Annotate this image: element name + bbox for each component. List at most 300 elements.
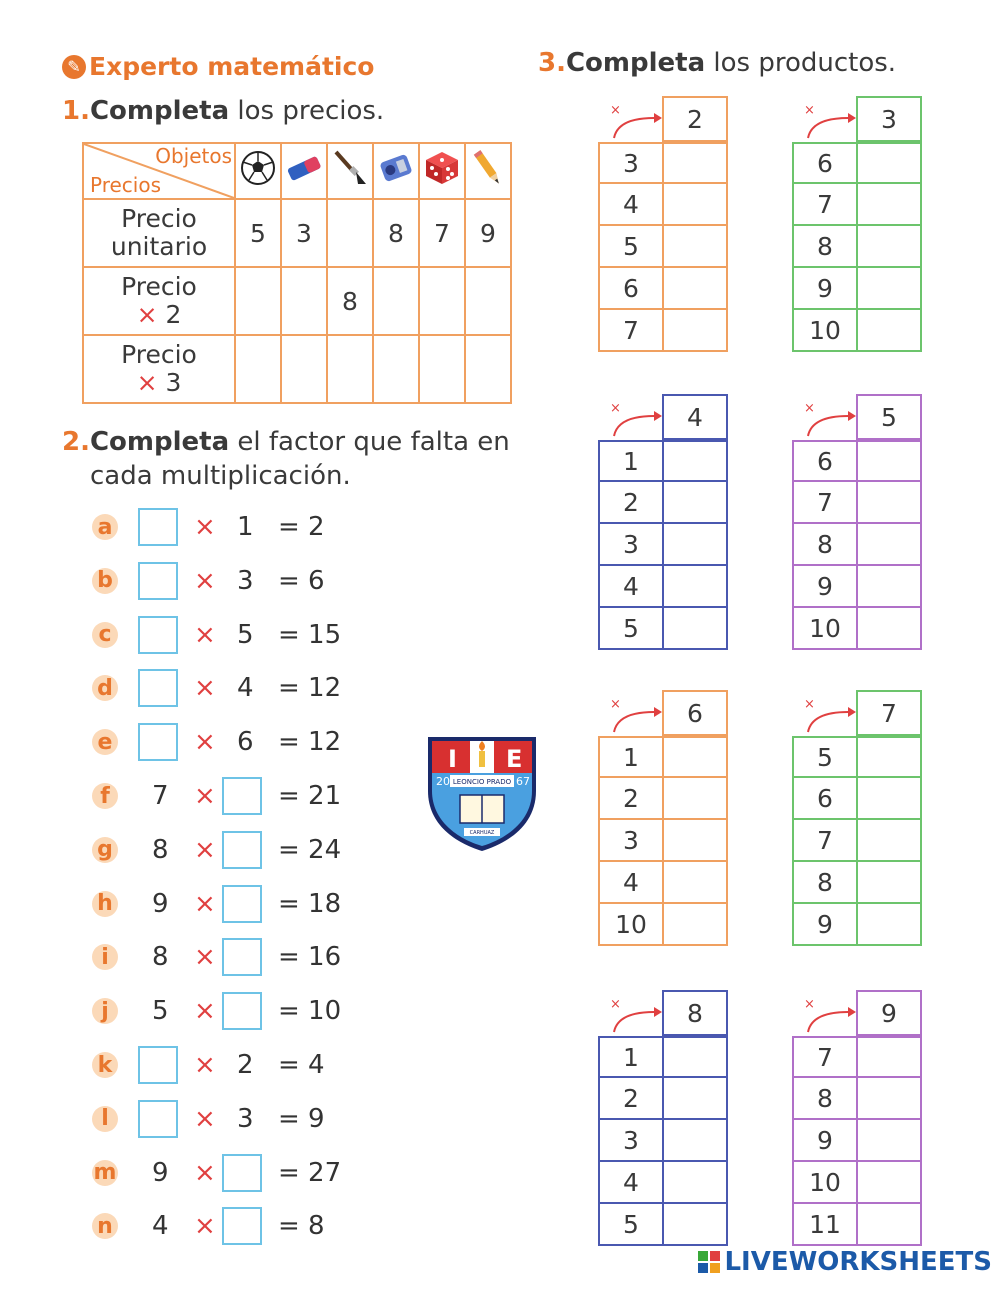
row-factor: 4 xyxy=(598,1162,662,1204)
times-sign: × xyxy=(194,727,216,758)
product-input[interactable] xyxy=(662,1120,728,1162)
answer-box[interactable] xyxy=(138,1100,178,1138)
times-sign: × xyxy=(194,1103,216,1134)
logo-year-left: 20 xyxy=(436,775,450,788)
table-row xyxy=(792,310,922,352)
price-input[interactable] xyxy=(327,199,373,267)
times-cell xyxy=(194,1045,216,1085)
product-table xyxy=(792,990,922,1246)
left-operand-cell xyxy=(152,991,169,1031)
product-input[interactable] xyxy=(662,1162,728,1204)
right-operand-cell xyxy=(237,507,254,547)
times-cell xyxy=(194,722,216,762)
arrow-times-label: × xyxy=(804,998,815,1012)
logo-letter-left: I xyxy=(448,745,457,773)
row-factor: 4 xyxy=(598,566,662,608)
price-input[interactable] xyxy=(281,267,327,335)
left-operand: 9 xyxy=(152,1157,169,1188)
pencil-icon xyxy=(465,143,511,199)
table-factor: 9 xyxy=(856,990,922,1036)
row-factor: 3 xyxy=(598,1120,662,1162)
arrow-times-label: × xyxy=(610,402,621,416)
letter-cell xyxy=(92,937,118,977)
result-cell xyxy=(278,830,341,870)
product-input[interactable] xyxy=(856,1036,922,1078)
table-factor: 5 xyxy=(856,394,922,440)
product-input[interactable] xyxy=(856,904,922,946)
row-factor: 2 xyxy=(598,1078,662,1120)
section1-rest: los precios. xyxy=(229,96,385,126)
equation-letter: b xyxy=(92,568,118,594)
times-sign: × xyxy=(194,619,216,650)
multiply-arrow-icon xyxy=(608,402,662,438)
price-cell: 3 xyxy=(281,199,327,267)
times-cell xyxy=(194,668,216,708)
product-input[interactable] xyxy=(856,1162,922,1204)
result-cell xyxy=(278,1045,325,1085)
product-input[interactable] xyxy=(856,736,922,778)
answer-box[interactable] xyxy=(138,616,178,654)
paintbrush-icon xyxy=(327,143,373,199)
row-label-times: × xyxy=(136,300,158,329)
multiply-arrow-icon xyxy=(802,998,856,1034)
equation-letter: c xyxy=(92,622,118,648)
letter-cell xyxy=(92,991,118,1031)
result-cell xyxy=(278,884,341,924)
right-operand-box[interactable] xyxy=(222,884,262,924)
dice-icon xyxy=(419,143,465,199)
section3-title xyxy=(538,48,896,78)
table-rows xyxy=(792,736,922,946)
table-row xyxy=(598,268,728,310)
row-label-x2 xyxy=(83,267,235,335)
watermark-text: LIVEWORKSHEETS xyxy=(724,1247,992,1277)
row-factor: 1 xyxy=(598,1036,662,1078)
row-factor: 8 xyxy=(792,226,856,268)
multiply-arrow-icon xyxy=(608,998,662,1034)
product-input[interactable] xyxy=(662,482,728,524)
row-factor: 1 xyxy=(598,736,662,778)
result: = 12 xyxy=(278,727,342,758)
school-logo xyxy=(424,733,540,857)
equation-letter: d xyxy=(92,675,118,701)
product-input[interactable] xyxy=(662,820,728,862)
table-factor: 6 xyxy=(662,690,728,736)
arrow-times-label: × xyxy=(804,698,815,712)
row-factor: 9 xyxy=(792,904,856,946)
table-row xyxy=(598,184,728,226)
letter-cell xyxy=(92,830,118,870)
row-factor: 1 xyxy=(598,440,662,482)
right-operand-box[interactable] xyxy=(222,830,262,870)
product-input[interactable] xyxy=(856,566,922,608)
result-cell xyxy=(278,561,325,601)
section2-title xyxy=(62,425,510,493)
result: = 18 xyxy=(278,888,342,919)
left-operand: 5 xyxy=(152,996,169,1027)
table-factor: 8 xyxy=(662,990,728,1036)
product-input[interactable] xyxy=(856,440,922,482)
product-input[interactable] xyxy=(662,184,728,226)
right-operand: 3 xyxy=(237,565,254,596)
result: = 21 xyxy=(278,781,342,811)
table-row xyxy=(598,1036,728,1078)
section3-number: 3. xyxy=(538,48,566,78)
left-operand-cell xyxy=(152,1206,169,1246)
multiply-arrow-icon xyxy=(608,698,662,734)
times-cell xyxy=(194,507,216,547)
table-row xyxy=(792,820,922,862)
table-row xyxy=(792,184,922,226)
product-input[interactable] xyxy=(662,310,728,352)
product-table xyxy=(598,394,728,650)
product-input[interactable] xyxy=(856,524,922,566)
row-label-line2: 2 xyxy=(165,300,182,329)
product-table xyxy=(598,990,728,1246)
row-factor: 8 xyxy=(792,1078,856,1120)
section2-bold: Completa xyxy=(89,427,230,457)
row-factor: 4 xyxy=(598,862,662,904)
row-factor: 10 xyxy=(792,608,856,650)
times-sign: × xyxy=(194,1211,216,1242)
answer-box[interactable] xyxy=(138,723,178,761)
product-input[interactable] xyxy=(662,226,728,268)
table-row xyxy=(598,1204,728,1246)
equation-row xyxy=(92,1206,412,1246)
product-input[interactable] xyxy=(856,820,922,862)
result: = 15 xyxy=(278,619,342,650)
table-rows xyxy=(598,142,728,352)
product-input[interactable] xyxy=(856,1120,922,1162)
row-factor: 10 xyxy=(598,904,662,946)
table-row xyxy=(792,226,922,268)
result: = 6 xyxy=(278,565,325,596)
left-operand: 7 xyxy=(152,781,169,811)
times-cell xyxy=(194,991,216,1031)
left-operand-cell xyxy=(152,937,169,977)
times-cell xyxy=(194,1206,216,1246)
left-operand-box[interactable] xyxy=(138,1099,178,1139)
worksheet-header xyxy=(62,52,374,81)
equation-letter: f xyxy=(92,783,118,809)
result: = 9 xyxy=(278,1103,325,1134)
left-operand-box[interactable] xyxy=(138,561,178,601)
expert-icon: ✎ xyxy=(62,55,86,79)
table-row xyxy=(598,862,728,904)
equation-letter: i xyxy=(92,944,118,970)
product-input[interactable] xyxy=(662,524,728,566)
equation-row xyxy=(92,1045,412,1085)
result: = 2 xyxy=(278,512,325,542)
times-sign: × xyxy=(194,781,216,811)
times-cell xyxy=(194,884,216,924)
right-operand: 4 xyxy=(237,673,254,704)
right-operand-box[interactable] xyxy=(222,1153,262,1193)
product-input[interactable] xyxy=(856,184,922,226)
left-operand-cell xyxy=(152,776,169,816)
letter-cell xyxy=(92,668,118,708)
product-input[interactable] xyxy=(662,1036,728,1078)
row-factor: 6 xyxy=(792,142,856,184)
row-label-line2: unitario xyxy=(110,232,208,261)
table-row xyxy=(792,566,922,608)
product-input[interactable] xyxy=(856,482,922,524)
product-input[interactable] xyxy=(856,268,922,310)
equation-letter: n xyxy=(92,1213,118,1239)
answer-box[interactable] xyxy=(222,831,262,869)
times-sign: × xyxy=(194,673,216,704)
product-input[interactable] xyxy=(856,142,922,184)
right-operand-cell xyxy=(237,1045,254,1085)
table-row xyxy=(598,482,728,524)
price-input[interactable] xyxy=(465,335,511,403)
answer-box[interactable] xyxy=(138,1046,178,1084)
section3-bold: Completa xyxy=(565,48,706,78)
result-cell xyxy=(278,776,341,816)
row-label-times: × xyxy=(136,368,158,397)
product-table xyxy=(598,96,728,352)
price-input[interactable] xyxy=(281,335,327,403)
product-input[interactable] xyxy=(662,1204,728,1246)
price-input[interactable] xyxy=(465,267,511,335)
table-row xyxy=(598,1078,728,1120)
table-row xyxy=(598,142,728,184)
section2-number: 2. xyxy=(62,427,90,457)
times-cell xyxy=(194,615,216,655)
product-input[interactable] xyxy=(662,268,728,310)
row-factor: 5 xyxy=(792,736,856,778)
times-cell xyxy=(194,561,216,601)
arrow-times-label: × xyxy=(804,104,815,118)
price-input[interactable] xyxy=(373,267,419,335)
row-factor: 2 xyxy=(598,778,662,820)
letter-cell xyxy=(92,1099,118,1139)
row-factor: 5 xyxy=(598,608,662,650)
result-cell xyxy=(278,1206,325,1246)
logo-year-right: 67 xyxy=(516,775,530,788)
result-cell xyxy=(278,991,341,1031)
table-row xyxy=(792,736,922,778)
equation-row xyxy=(92,668,412,708)
logo-motto: CARHUAZ xyxy=(469,830,495,836)
product-input[interactable] xyxy=(662,440,728,482)
product-input[interactable] xyxy=(856,1078,922,1120)
letter-cell xyxy=(92,507,118,547)
product-input[interactable] xyxy=(662,608,728,650)
row-factor: 7 xyxy=(792,1036,856,1078)
letter-cell xyxy=(92,561,118,601)
equation-letter: g xyxy=(92,837,118,863)
price-input[interactable] xyxy=(235,267,281,335)
table-rows xyxy=(792,142,922,352)
table-rows xyxy=(792,1036,922,1246)
left-operand-box[interactable] xyxy=(138,615,178,655)
letter-cell xyxy=(92,884,118,924)
left-operand-cell xyxy=(152,884,169,924)
table-row xyxy=(792,142,922,184)
table-rows xyxy=(598,736,728,946)
product-input[interactable] xyxy=(856,226,922,268)
right-operand: 2 xyxy=(237,1050,254,1080)
equation-row xyxy=(92,884,412,924)
left-operand-box[interactable] xyxy=(138,722,178,762)
row-factor: 6 xyxy=(792,440,856,482)
row-factor: 9 xyxy=(792,268,856,310)
product-input[interactable] xyxy=(662,862,728,904)
answer-box[interactable] xyxy=(222,938,262,976)
table-row xyxy=(598,524,728,566)
section3-rest: los productos. xyxy=(705,48,897,78)
product-input[interactable] xyxy=(662,142,728,184)
equation-row xyxy=(92,615,412,655)
product-input[interactable] xyxy=(856,608,922,650)
left-operand-box[interactable] xyxy=(138,1045,178,1085)
result: = 10 xyxy=(278,996,342,1027)
section1-title xyxy=(62,96,384,126)
row-factor: 8 xyxy=(792,524,856,566)
price-input[interactable] xyxy=(419,267,465,335)
left-operand-box[interactable] xyxy=(138,507,178,547)
table-row xyxy=(598,608,728,650)
price-cell: 9 xyxy=(465,199,511,267)
row-label-line2: 3 xyxy=(165,368,182,397)
table-row xyxy=(792,482,922,524)
table-factor: 2 xyxy=(662,96,728,142)
equation-letter: h xyxy=(92,891,118,917)
result: = 27 xyxy=(278,1157,342,1188)
product-input[interactable] xyxy=(662,566,728,608)
equation-letter: e xyxy=(92,729,118,755)
letter-cell xyxy=(92,1045,118,1085)
right-operand-cell xyxy=(237,615,254,655)
result-cell xyxy=(278,937,341,977)
times-sign: × xyxy=(194,1050,216,1080)
table-row xyxy=(792,1078,922,1120)
product-input[interactable] xyxy=(856,778,922,820)
product-input[interactable] xyxy=(856,1204,922,1246)
times-sign: × xyxy=(194,888,216,919)
result-cell xyxy=(278,615,341,655)
row-label-line1: Precio xyxy=(121,272,197,301)
row-factor: 8 xyxy=(792,862,856,904)
answer-box[interactable] xyxy=(138,508,178,546)
right-operand-box[interactable] xyxy=(222,937,262,977)
section1-number: 1. xyxy=(62,96,90,126)
answer-box[interactable] xyxy=(222,1207,262,1245)
product-input[interactable] xyxy=(856,310,922,352)
equation-row xyxy=(92,561,412,601)
times-cell xyxy=(194,1099,216,1139)
row-factor: 6 xyxy=(792,778,856,820)
left-operand-box[interactable] xyxy=(138,668,178,708)
price-cell: 5 xyxy=(235,199,281,267)
sharpener-icon xyxy=(373,143,419,199)
product-input[interactable] xyxy=(856,862,922,904)
table-factor: 4 xyxy=(662,394,728,440)
right-operand-box[interactable] xyxy=(222,991,262,1031)
product-input[interactable] xyxy=(662,736,728,778)
arrow-times-label: × xyxy=(610,698,621,712)
multiply-arrow-icon xyxy=(802,104,856,140)
arrow-times-label: × xyxy=(804,402,815,416)
table-row xyxy=(792,440,922,482)
product-table xyxy=(792,690,922,946)
times-cell xyxy=(194,1153,216,1193)
arrow-times-label: × xyxy=(610,998,621,1012)
row-factor: 7 xyxy=(792,820,856,862)
product-input[interactable] xyxy=(662,904,728,946)
right-operand-cell xyxy=(237,1099,254,1139)
table-rows xyxy=(598,440,728,650)
result-cell xyxy=(278,1153,341,1193)
answer-box[interactable] xyxy=(138,562,178,600)
price-input[interactable] xyxy=(419,335,465,403)
equation-letter: k xyxy=(92,1052,118,1078)
equation-row xyxy=(92,776,412,816)
price-cell: 8 xyxy=(373,199,419,267)
liveworksheets-logo-icon xyxy=(698,1251,720,1273)
table-row xyxy=(792,1120,922,1162)
equation-row xyxy=(92,830,412,870)
row-factor: 5 xyxy=(598,1204,662,1246)
equation-letter: m xyxy=(93,1160,117,1186)
result-cell xyxy=(278,1099,325,1139)
times-sign: × xyxy=(194,565,216,596)
corner-bottom-label: Precios xyxy=(90,173,162,197)
answer-box[interactable] xyxy=(222,885,262,923)
price-input[interactable] xyxy=(235,335,281,403)
header-title: Experto matemático xyxy=(89,52,375,81)
product-table xyxy=(792,394,922,650)
equation-row xyxy=(92,1153,412,1193)
right-operand: 1 xyxy=(237,512,254,542)
result-cell xyxy=(278,722,341,762)
multiply-arrow-icon xyxy=(608,104,662,140)
multiply-arrow-icon xyxy=(802,698,856,734)
left-operand-cell xyxy=(152,830,169,870)
row-label-line1: Precio xyxy=(121,340,197,369)
right-operand-box[interactable] xyxy=(222,1206,262,1246)
answer-box[interactable] xyxy=(138,669,178,707)
equation-row xyxy=(92,937,412,977)
answer-box[interactable] xyxy=(222,1154,262,1192)
answer-box[interactable] xyxy=(222,992,262,1030)
table-row xyxy=(598,736,728,778)
row-factor: 7 xyxy=(598,310,662,352)
price-input[interactable] xyxy=(373,335,419,403)
letter-cell xyxy=(92,615,118,655)
table-row xyxy=(598,904,728,946)
right-operand-box[interactable] xyxy=(222,776,262,816)
times-sign: × xyxy=(194,1157,216,1188)
row-label-line1: Precio xyxy=(121,204,197,233)
product-input[interactable] xyxy=(662,1078,728,1120)
left-operand: 8 xyxy=(152,834,169,865)
product-input[interactable] xyxy=(662,778,728,820)
result: = 24 xyxy=(278,834,342,865)
row-factor: 10 xyxy=(792,1162,856,1204)
times-cell xyxy=(194,830,216,870)
equation-letter: j xyxy=(92,998,118,1024)
answer-box[interactable] xyxy=(222,777,262,815)
equation-letter: a xyxy=(92,514,118,540)
right-operand-cell xyxy=(237,722,254,762)
table-factor: 7 xyxy=(856,690,922,736)
price-input[interactable] xyxy=(327,335,373,403)
row-factor: 10 xyxy=(792,310,856,352)
section2-line2: cada multiplicación. xyxy=(90,461,351,491)
times-sign: × xyxy=(194,996,216,1027)
